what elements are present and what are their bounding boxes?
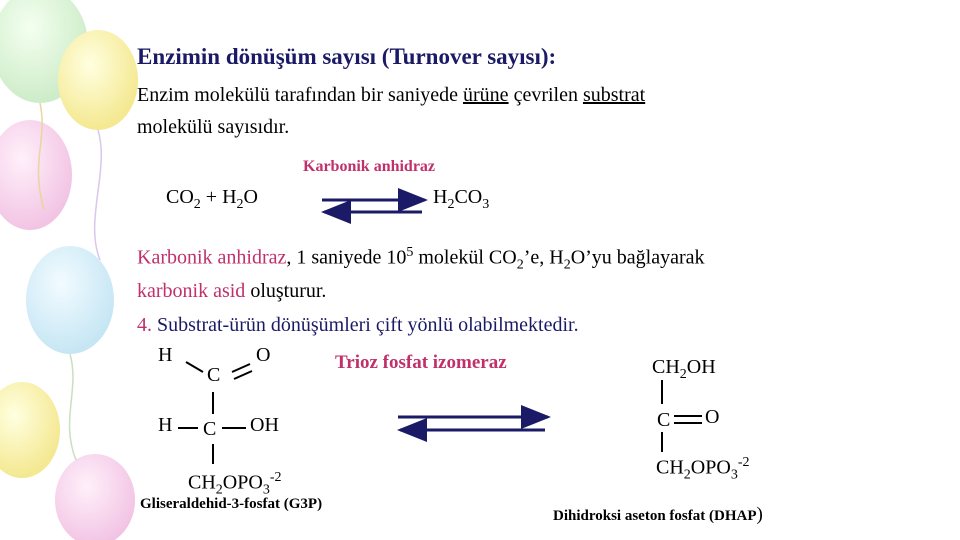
g3p-h1: H — [158, 344, 173, 366]
g3p-phosphate: $CH_2OPO_3^{-2}$ — [188, 470, 282, 498]
enzyme-name-highlight: Karbonik anhidraz — [137, 246, 287, 269]
g3p-o: O — [256, 344, 271, 366]
urune-word: ürüne — [463, 84, 509, 106]
reaction-reactants: $CO_2 + H_2O$ — [166, 186, 258, 212]
g3p-c1: C — [207, 364, 221, 386]
g3p-h2: H — [158, 414, 173, 436]
acid-highlight: karbonik asid — [137, 280, 246, 302]
enzyme-label-carbonic: Karbonik anhidraz — [303, 158, 436, 175]
dhap-c: C — [657, 409, 671, 431]
carbonic-paragraph-line-2: karbonik asid oluşturur. — [137, 280, 327, 302]
substrat-word: substrat — [582, 84, 646, 106]
dhap-o: O — [705, 406, 720, 428]
dhap-top: $CH_2OH$ — [652, 356, 716, 382]
enzyme-label-trioz: Trioz fosfat izomeraz — [335, 352, 507, 373]
definition-line-2: molekülü sayısıdır. — [137, 116, 290, 138]
definition-text: Enzim molekülü tarafından bir saniyede — [137, 84, 464, 106]
reaction-product: $H_2CO_3$ — [433, 186, 490, 212]
g3p-oh: OH — [250, 414, 279, 436]
definition-text-2: çevrilen — [508, 84, 583, 106]
dhap-phosphate: $CH_2OPO_3^{-2}$ — [656, 455, 750, 483]
g3p-c2: C — [203, 418, 217, 440]
g3p-name: Gliseraldehid-3-fosfat (G3P) — [140, 496, 323, 512]
dhap-name: Dihidroksi aseton fosfat (DHAP) — [553, 504, 763, 525]
carbonic-paragraph-line-1: Karbonik anhidraz, 1 saniyede $10^5$ molekül $CO_2’e$, $H_2O’yu$ bağlayarak — [137, 245, 705, 273]
slide-title: Enzimin dönüşüm sayısı (Turnover sayısı): — [137, 44, 557, 69]
point-number: 4. — [137, 314, 152, 336]
point-4: 4. Substrat-ürün dönüşümleri çift yönlü olabilmektedir. — [137, 314, 579, 336]
